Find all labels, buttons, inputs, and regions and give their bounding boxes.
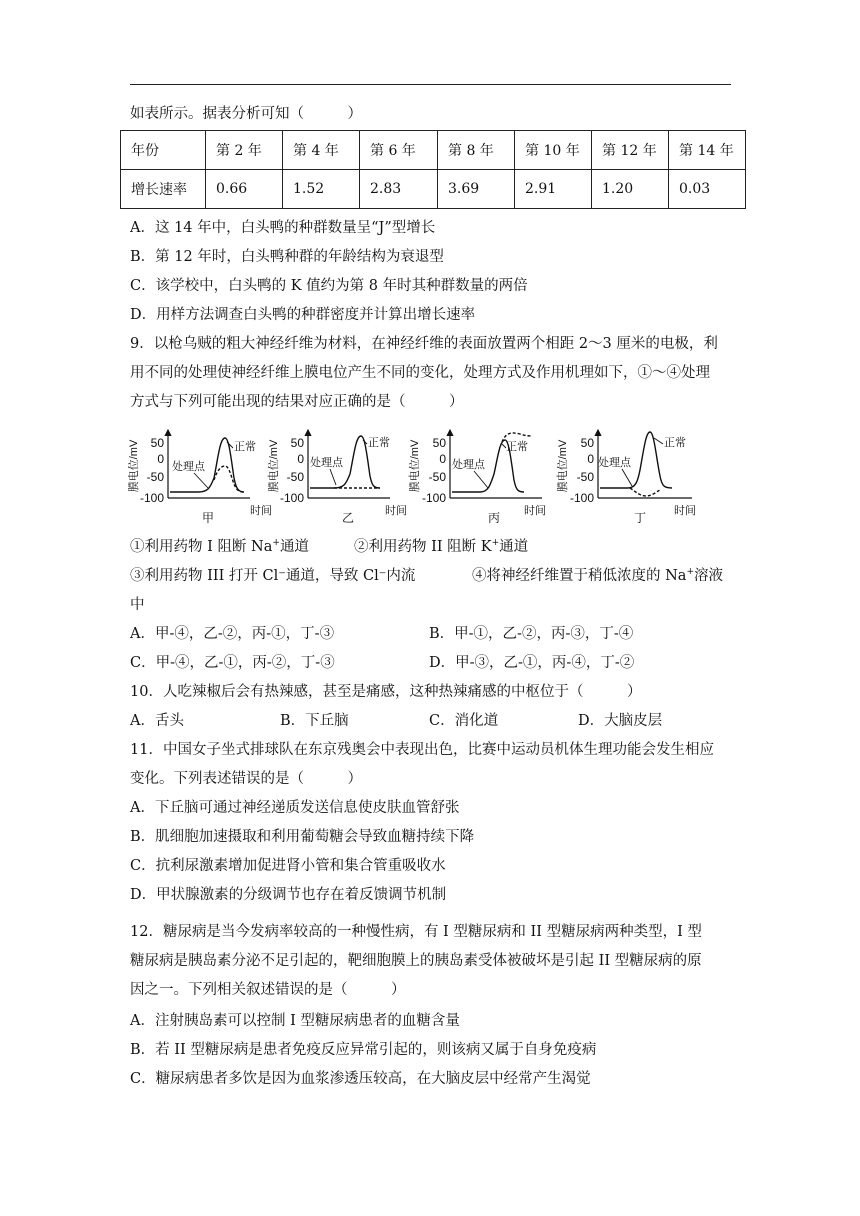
panel-name: 乙	[341, 511, 355, 525]
table-cell: 2.83	[360, 170, 438, 209]
q11-option-d: D．甲状腺激素的分级调节也存在着反馈调节机制	[130, 887, 447, 903]
q12-option-c: C．糖尿病患者多饮是因为血浆渗透压较高，在大脑皮层中经常产生渴觉	[130, 1071, 591, 1087]
treatment-label: 处理点	[452, 459, 485, 471]
tick-label: 0	[439, 452, 446, 466]
table-cell: 2.91	[515, 170, 592, 209]
q8-option-b: B．第 12 年时，白头鸭种群的年龄结构为衰退型	[130, 249, 444, 265]
q11-option-b: B．肌细胞加速摄取和利用葡萄糖会导致血糖持续下降	[130, 829, 475, 845]
tick-label: 0	[587, 452, 594, 466]
q11-stem-line1: 11．中国女子坐式排球队在东京残奥会中表现出色，比赛中运动员机体生理功能会发生相应	[130, 742, 714, 758]
tick-label: -100	[569, 491, 594, 505]
table-cell: 第 8 年	[438, 131, 515, 170]
tick-label: -100	[139, 491, 164, 505]
treatment-label: 处理点	[172, 461, 205, 473]
q9-stem-line1: 9．以枪乌贼的粗大神经纤维为材料，在神经纤维的表面放置两个相距 2～3 厘米的电极，利	[130, 336, 718, 352]
q12-option-a: A．注射胰岛素可以控制 I 型糖尿病患者的血糖含量	[130, 1013, 460, 1029]
y-axis-label: 膜电位/mV	[268, 439, 280, 493]
tick-label: -50	[428, 470, 446, 484]
panel-ding	[555, 430, 696, 525]
q12-option-b: B．若 II 型糖尿病是患者免疫反应异常引起的，则该病又属于自身免疫病	[130, 1042, 597, 1058]
q9-stem-line3: 方式与下列可能出现的结果对应正确的是（ ）	[130, 394, 464, 410]
q10-option-c: C．消化道	[429, 713, 499, 729]
q10-option-d: D．大脑皮层	[578, 713, 663, 729]
q9-method-4: ④将神经纤维置于稍低浓度的 Na+溶液	[472, 567, 723, 584]
tick-label: 0	[297, 452, 304, 466]
table-cell: 第 10 年	[515, 131, 592, 170]
x-axis-label: 时间	[674, 505, 696, 517]
treated-curve	[630, 488, 660, 496]
tick-label: -50	[576, 470, 594, 484]
q9-method-2: ②利用药物 II 阻断 K+通道	[354, 538, 529, 555]
table-cell: 0.66	[206, 170, 283, 209]
q10-stem: 10．人吃辣椒后会有热辣感，甚至是痛感，这种热辣痛感的中枢位于（ ）	[130, 684, 642, 700]
y-axis-label: 膜电位/mV	[128, 439, 140, 493]
panel-name: 丁	[633, 511, 647, 525]
q11-stem-line2: 变化。下列表述错误的是（ ）	[130, 771, 362, 787]
q8-stem-tail: 如表所示。据表分析可知（ ）	[130, 106, 362, 122]
normal-label: 正常	[664, 437, 686, 449]
q9-stem-line2: 用不同的处理使神经纤维上膜电位产生不同的变化，处理方式及作用机理如下，①～④处理	[130, 365, 710, 381]
table-cell: 1.20	[592, 170, 669, 209]
q11-option-a: A．下丘脑可通过神经递质发送信息使皮肤血管舒张	[130, 800, 460, 816]
tick-label: 50	[290, 436, 304, 450]
table-cell: 第 4 年	[283, 131, 360, 170]
table-cell: 3.69	[438, 170, 515, 209]
tick-label: 50	[580, 436, 594, 450]
x-axis-label: 时间	[250, 505, 272, 517]
normal-label: 正常	[234, 441, 256, 453]
table-cell: 第 12 年	[592, 131, 669, 170]
panel-name: 丙	[487, 511, 501, 525]
q9-method-1: ①利用药物 I 阻断 Na+通道	[130, 538, 309, 555]
table-cell: 年份	[121, 131, 206, 170]
panel-name: 甲	[201, 511, 215, 525]
tick-label: -50	[286, 470, 304, 484]
q9-option-d: D．甲-③，乙-①，丙-④，丁-②	[429, 655, 635, 671]
treated-curve	[214, 466, 244, 492]
tick-label: 0	[157, 452, 164, 466]
panel-yi	[266, 430, 407, 525]
normal-label: 正常	[368, 437, 390, 449]
panel-bing	[407, 430, 546, 525]
table-row	[121, 170, 746, 209]
q8-option-c: C．该学校中，白头鸭的 K 值约为第 8 年时其种群数量的两倍	[130, 278, 528, 294]
q8-option-d: D．用样方法调查白头鸭的种群密度并计算出增长速率	[130, 307, 476, 323]
tick-label: -100	[279, 491, 304, 505]
q9-option-b: B．甲-①，乙-②，丙-③，丁-④	[429, 626, 634, 642]
q10-option-a: A．舌头	[130, 713, 184, 729]
q10-option-b: B．下丘脑	[280, 713, 349, 729]
treatment-label: 处理点	[598, 457, 631, 469]
q9-option-c: C．甲-④，乙-①，丙-②，丁-③	[130, 655, 335, 671]
treatment-label: 处理点	[310, 457, 343, 469]
table-cell: 增长速率	[121, 170, 206, 209]
table-cell: 第 2 年	[206, 131, 283, 170]
y-axis-label: 膜电位/mV	[557, 439, 569, 493]
table-cell: 1.52	[283, 170, 360, 209]
q9-method-3: ③利用药物 III 打开 Cl⁻通道，导致 Cl⁻内流	[130, 568, 416, 584]
q11-option-c: C．抗利尿激素增加促进肾小管和集合管重吸收水	[130, 858, 446, 874]
tick-label: 50	[150, 436, 164, 450]
q12-stem-line3: 因之一。下列相关叙述错误的是（ ）	[130, 982, 406, 998]
q8-option-a: A．这 14 年中，白头鸭的种群数量呈“J”型增长	[130, 220, 436, 236]
table-cell: 第 14 年	[669, 131, 746, 170]
header-rule	[130, 84, 731, 85]
membrane-potential-figure	[128, 418, 718, 530]
y-axis-label: 膜电位/mV	[409, 439, 421, 493]
normal-label: 正常	[506, 441, 528, 453]
q12-stem-line1: 12．糖尿病是当今发病率较高的一种慢性病，有 I 型糖尿病和 II 型糖尿病两种类型，I 型	[130, 924, 702, 940]
q9-method-4-tail: 中	[130, 597, 145, 613]
tick-label: -50	[146, 470, 164, 484]
x-axis-label: 时间	[524, 505, 546, 517]
q9-option-a: A．甲-④，乙-②，丙-①，丁-③	[130, 626, 335, 642]
table-cell: 第 6 年	[360, 131, 438, 170]
x-axis-label: 时间	[385, 505, 407, 517]
table-cell: 0.03	[669, 170, 746, 209]
table-row	[121, 131, 746, 170]
q12-stem-line2: 糖尿病是胰岛素分泌不足引起的，靶细胞膜上的胰岛素受体被破坏是引起 II 型糖尿病的原	[130, 953, 702, 969]
growth-rate-table	[120, 130, 746, 209]
tick-label: -100	[421, 491, 446, 505]
panel-jia	[128, 430, 272, 525]
tick-label: 50	[432, 436, 446, 450]
